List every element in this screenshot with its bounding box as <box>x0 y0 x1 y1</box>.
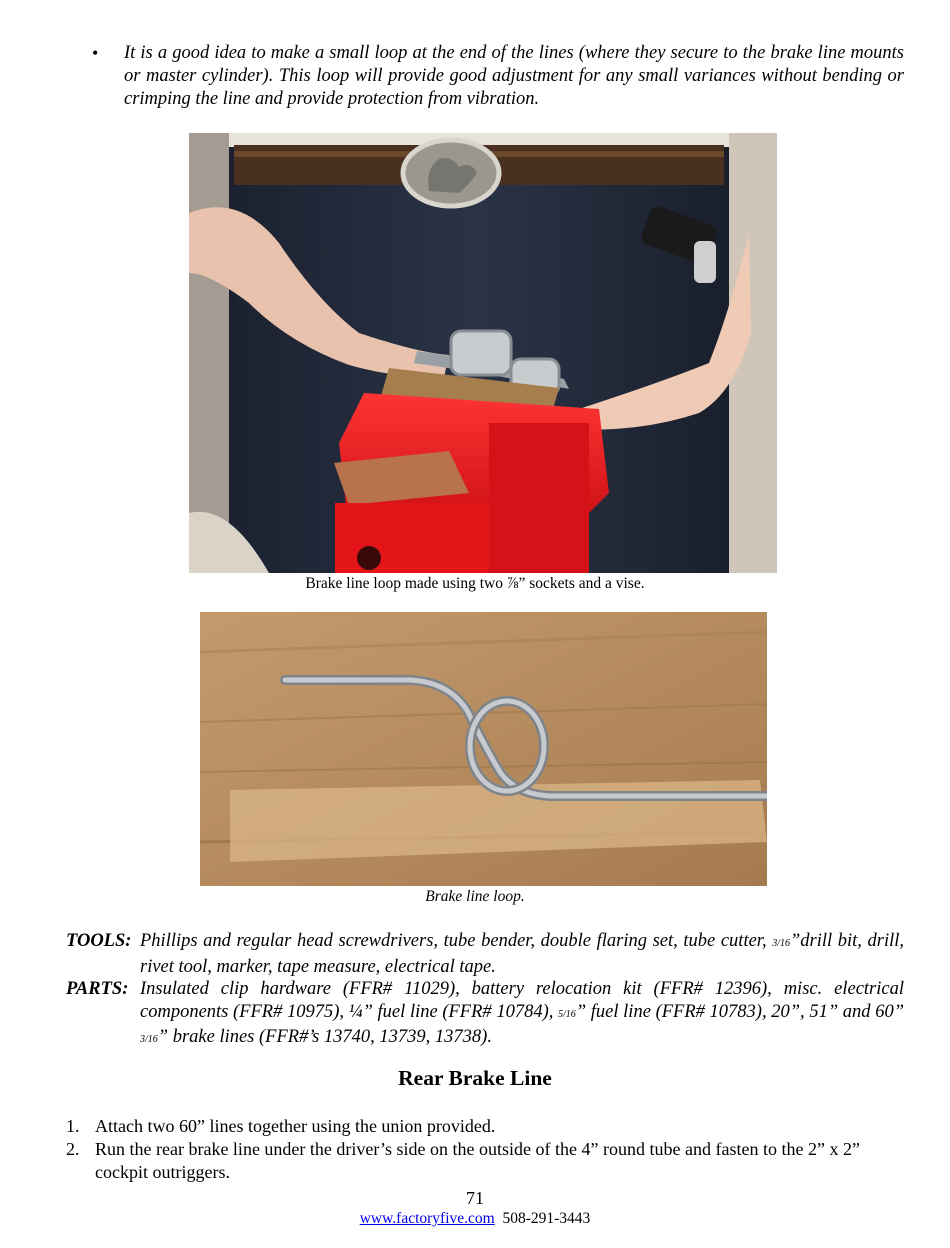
steps-list <box>66 1115 904 1184</box>
parts-text-c: ” brake lines (FFR#’s 13740, 13739, 13738). <box>157 1027 492 1047</box>
tools-text <box>140 930 904 978</box>
tools-text-b: ”drill bit, drill, rivet tool, marker, tape measure, electrical tape. <box>140 931 904 977</box>
tools-row <box>66 930 904 978</box>
bullet-symbol: • <box>92 43 99 63</box>
parts-label: PARTS: <box>66 979 129 999</box>
website-link[interactable]: www.factoryfive.com <box>359 1210 495 1227</box>
list-item <box>66 1115 904 1138</box>
tools-text-a: Phillips and regular head screwdrivers, tube bender, double flaring set, tube cutter, <box>140 931 773 951</box>
bullet-item <box>92 42 904 111</box>
parts-fraction-2: 3/16 <box>140 1034 158 1045</box>
parts-text-b: ” fuel line (FFR# 10783), 20”, 51” and 60” <box>575 1001 904 1022</box>
parts-fraction-1: 5/16 <box>558 1008 576 1020</box>
vise-photo-image <box>189 133 777 573</box>
step-text: Attach two 60” lines together using the union provided. <box>95 1116 496 1136</box>
vise-photo <box>189 133 777 573</box>
figure-caption-1: Brake line loop made using two ⅞” sockets and a vise. <box>305 575 645 592</box>
loop-photo <box>200 612 767 886</box>
tools-label: TOOLS: <box>66 931 132 951</box>
loop-photo-image <box>200 612 767 886</box>
parts-text-a: Insulated clip hardware (FFR# 11029), battery relocation kit (FFR# 12396), misc. electrical components (FFR# 10975), ¼” fuel line (FFR# 10784), <box>140 979 904 1022</box>
phone-number: 508-291-3443 <box>502 1210 591 1227</box>
footer <box>0 1210 950 1228</box>
step-text: Run the rear brake line under the driver’s side on the outside of the 4” round tube and fasten to the 2” x 2” cockpit outriggers. <box>95 1139 860 1182</box>
parts-row <box>66 978 904 1052</box>
tools-parts-block <box>66 930 904 1052</box>
step-number: 1. <box>66 1116 80 1136</box>
page-number: 71 <box>466 1188 484 1208</box>
parts-text <box>140 978 904 1052</box>
tools-fraction: 3/16 <box>772 938 790 949</box>
figure-caption-2: Brake line loop. <box>425 888 525 905</box>
section-title: Rear Brake Line <box>398 1066 552 1090</box>
bullet-text: It is a good idea to make a small loop at the end of the lines (where they secure to the brake line mounts or master cylinder). This loop will provide good adjustment for any small variances without bending or crimping the line and provide protection from vibration. <box>124 43 904 109</box>
step-number: 2. <box>66 1139 80 1159</box>
list-item <box>66 1138 904 1184</box>
